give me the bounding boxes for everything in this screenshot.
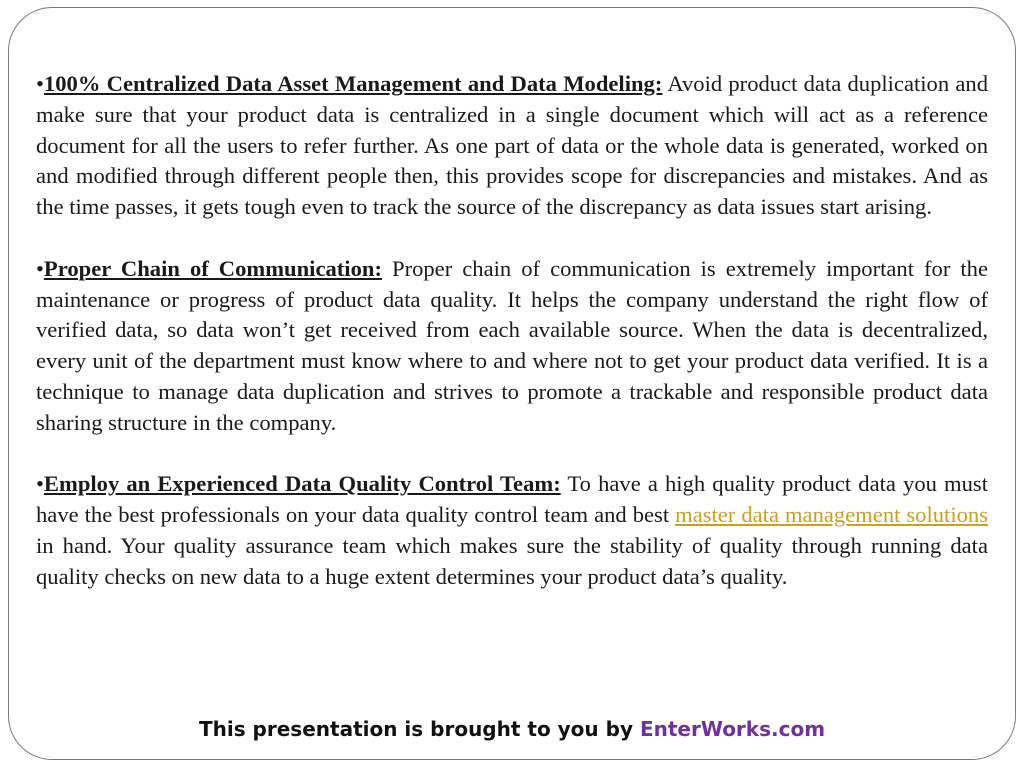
paragraph-heading: Proper Chain of Communication:: [43, 255, 382, 281]
bullet: •: [36, 471, 44, 497]
paragraph-body: Avoid product data duplication and make sure that your product data is centralized in a single document which will act as a reference document for all the users to refer further. As one part of data or the whole data is generated, worked on and modified through different people then, this provides scope for discrepancies and mistakes. And as the time passes, it gets tough even to track the source of the discrepancy as data issues start arising.: [36, 71, 988, 220]
paragraph-body: To have a high quality product data you must have the best professionals on your data quality control team and best: [36, 471, 988, 528]
paragraph-body: Proper chain of communication is extremely important for the maintenance or progress of product data quality. It helps the company understand the right flow of verified data, so data won’t get received from each available source. When the data is decentralized, every unit of the department must know where to and where not to get your product data verified. It is a technique to manage data duplication and strives to promote a trackable and responsible product data sharing structure in the company.: [36, 255, 988, 435]
paragraph-body: in hand. Your quality assurance team which makes sure the stability of quality through running data quality checks on new data to a huge extent determines your product data’s quality.: [36, 532, 988, 589]
paragraph-chain-of-communication: [36, 254, 988, 439]
paragraph-centralized-data: [36, 69, 988, 223]
master-data-management-link[interactable]: master data management solutions: [675, 502, 988, 528]
footer-credit: [0, 714, 1024, 744]
paragraph-heading: 100% Centralized Data Asset Management and Data Modeling:: [43, 71, 663, 96]
paragraph-heading: Employ an Experienced Data Quality Control Team:: [43, 471, 561, 497]
slide-content: [36, 69, 988, 593]
bullet: •: [36, 71, 44, 96]
footer-prefix: This presentation is brought to you by: [198, 717, 640, 741]
bullet: •: [36, 255, 44, 281]
footer-brand-link[interactable]: EnterWorks.com: [639, 717, 826, 741]
paragraph-quality-control-team: [36, 469, 988, 592]
